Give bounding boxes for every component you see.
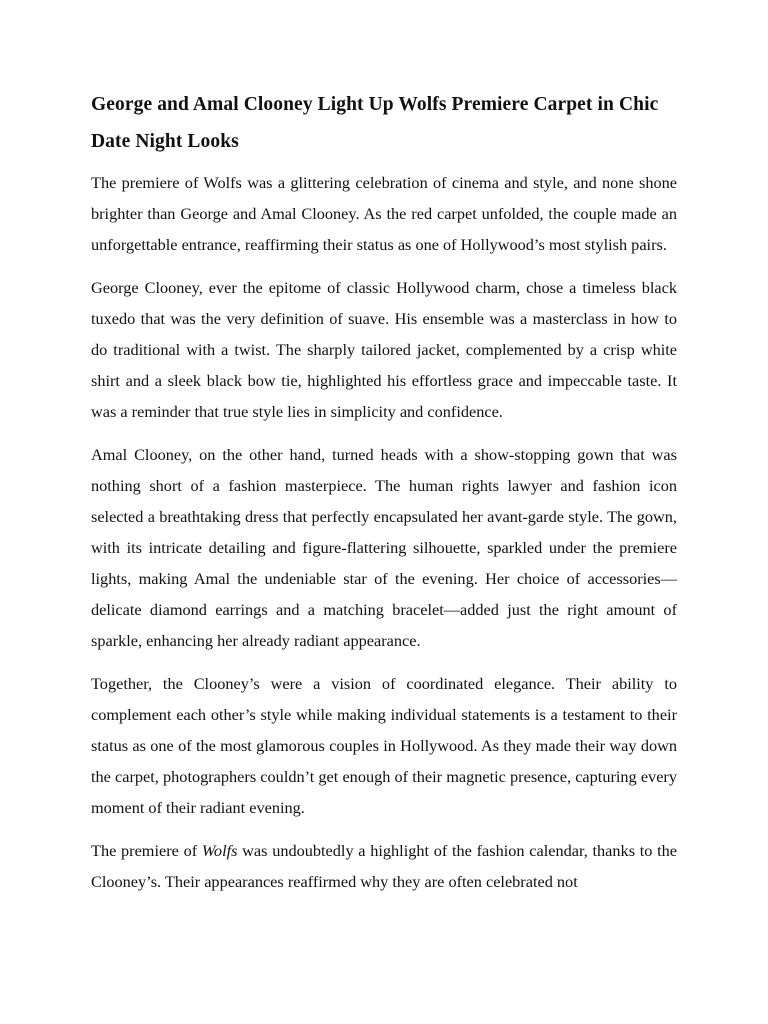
paragraph-5 xyxy=(91,835,677,897)
paragraph-1: The premiere of Wolfs was a glittering celebration of cinema and style, and none shone brighter than George and Amal Clooney. As the red carpet unfolded, the couple made an unforgettable entrance, reaffirming their status as one of Hollywood’s most stylish pairs. xyxy=(91,173,677,254)
paragraph-4: Together, the Clooney’s were a vision of coordinated elegance. Their ability to complement each other’s style while making individual statements is a testament to their status as one of the most glamorous couples in Hollywood. As they made their way down the carpet, photographers couldn’t get enough of their magnetic presence, capturing every moment of their radiant evening. xyxy=(91,674,677,817)
paragraph-5-end: was undoubtedly a highlight of the fashion calendar, thanks to the Clooney’s. Their appearances reaffirmed why they are often celebrated not xyxy=(91,841,677,891)
paragraph-3: Amal Clooney, on the other hand, turned heads with a show-stopping gown that was nothing short of a fashion masterpiece. The human rights lawyer and fashion icon selected a breathtaking dress that perfectly encapsulated her avant-garde style. The gown, with its intricate detailing and figure-flattering silhouette, sparkled under the premiere lights, making Amal the undeniable star of the evening. Her choice of accessories—delicate diamond earrings and a matching bracelet—added just the right amount of sparkle, enhancing her already radiant appearance. xyxy=(91,445,677,650)
article-title: George and Amal Clooney Light Up Wolfs Premiere Carpet in Chic Date Night Looks xyxy=(91,94,659,152)
paragraph-2: George Clooney, ever the epitome of classic Hollywood charm, chose a timeless black tuxedo that was the very definition of suave. His ensemble was a masterclass in how to do traditional with a twist. The sharply tailored jacket, complemented by a crisp white shirt and a sleek black bow tie, highlighted his effortless grace and impeccable taste. It was a reminder that true style lies in simplicity and confidence. xyxy=(91,278,677,421)
paragraph-5-start: The premiere of xyxy=(91,841,202,860)
document-page xyxy=(91,86,677,909)
film-title-italic: Wolfs xyxy=(201,841,238,860)
